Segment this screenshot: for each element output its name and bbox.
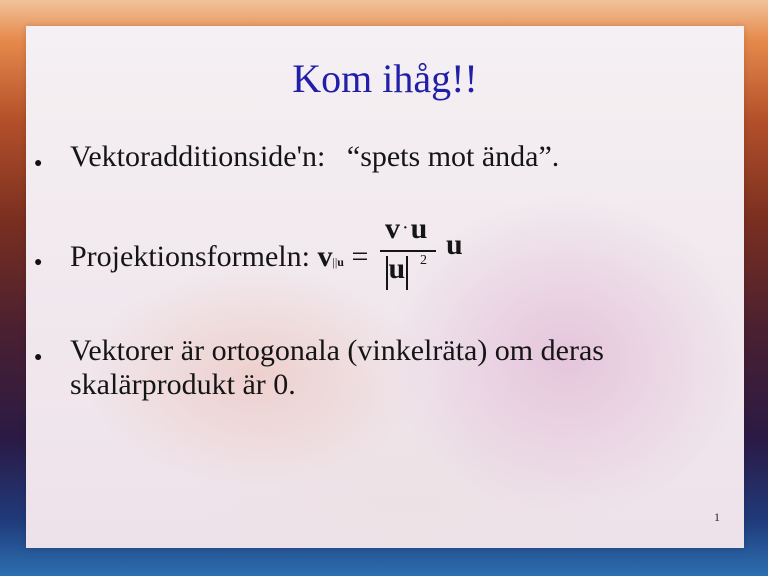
vector-addition-label: Vektoradditionside'n: xyxy=(70,140,326,173)
denominator-exponent: 2 xyxy=(420,253,427,268)
formula-factor-u: u xyxy=(446,228,463,261)
bullet-projection xyxy=(70,240,368,279)
formula-lhs-sub-u: u xyxy=(337,255,344,269)
fraction-denominator xyxy=(386,252,427,290)
bullet-vector-addition xyxy=(70,140,559,174)
dot-product-symbol: · xyxy=(402,217,409,239)
denominator-u: u xyxy=(388,252,406,285)
norm-bar-right xyxy=(406,256,408,290)
formula-lhs-v: v xyxy=(317,240,333,273)
slide xyxy=(26,26,744,548)
slide-title: Kom ihåg!! xyxy=(292,56,478,101)
projection-fraction xyxy=(378,212,498,302)
formula-lhs-parallel: || xyxy=(332,255,338,269)
projection-label: Projektionsformeln: xyxy=(70,240,310,273)
bullet-marker: ● xyxy=(34,350,43,365)
vector-addition-idea: “spets mot ända”. xyxy=(346,140,560,173)
orthogonal-line-2: skalärprodukt är 0. xyxy=(70,368,296,401)
bullet-orthogonal xyxy=(70,334,604,402)
orthogonal-line-1: Vektorer är ortogonala (vinkelräta) om deras xyxy=(70,334,604,367)
bullet-marker: ● xyxy=(34,156,43,171)
page-number: 1 xyxy=(714,510,720,524)
fraction-numerator xyxy=(385,212,427,249)
bullet-marker: ● xyxy=(34,255,43,270)
formula-equals: = xyxy=(351,240,369,273)
numerator-v: v xyxy=(385,212,400,245)
numerator-u: u xyxy=(410,212,428,245)
